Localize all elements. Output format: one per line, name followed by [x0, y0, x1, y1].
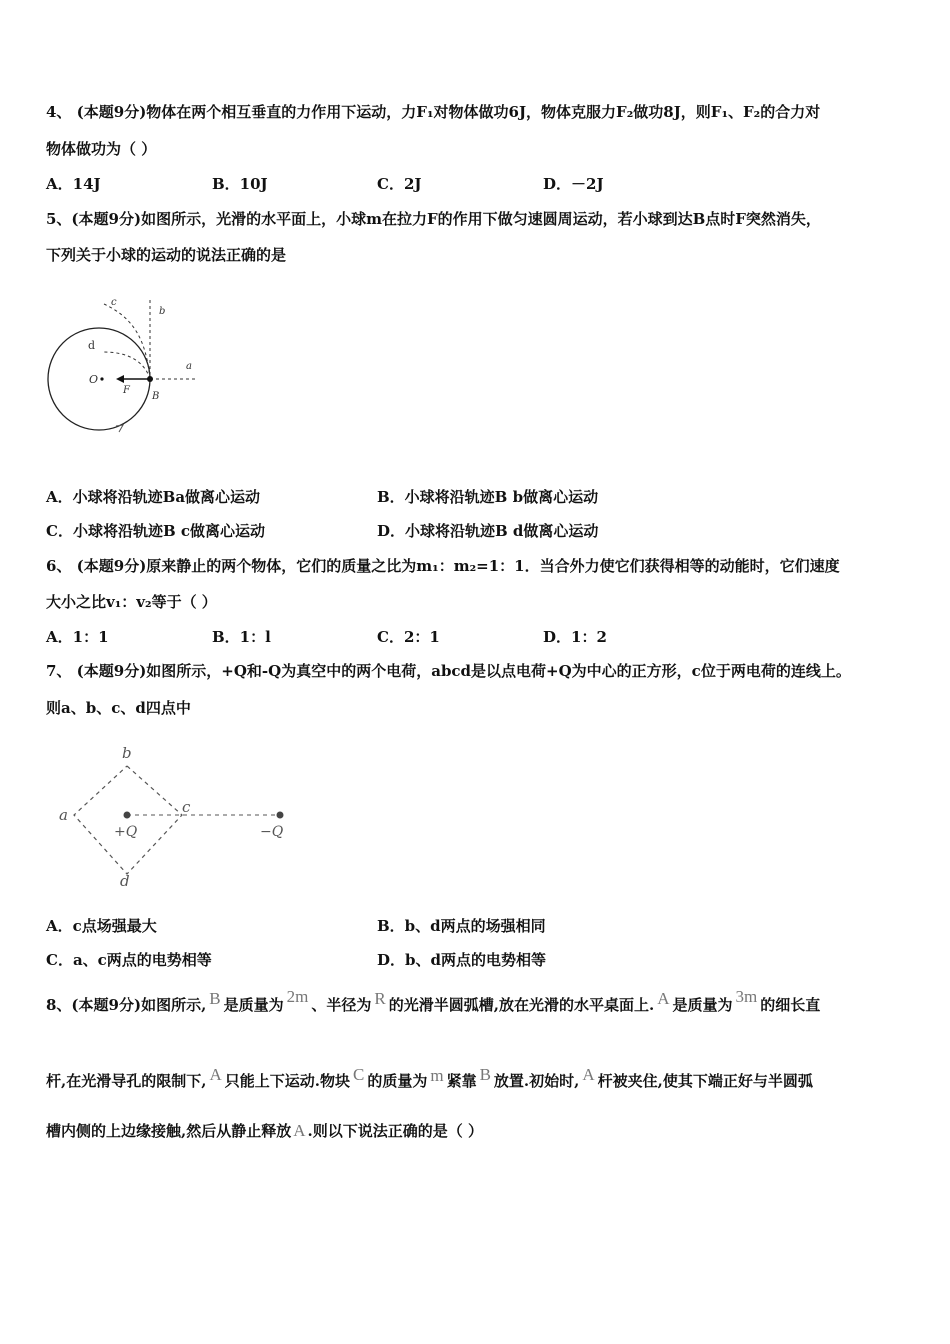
label-o: O — [89, 373, 99, 386]
ball-at-b — [147, 376, 153, 382]
label-minus-q: −Q — [260, 824, 284, 840]
positive-charge — [124, 812, 131, 819]
q8-text-line2: 杆,在光滑导孔的限制下, A 只能上下运动.物块 C 的质量为 m 紧靠 B 放置.初始时, A 杆被夹住,使其下端正好与半圆弧 — [46, 1065, 813, 1090]
q7-option-c: C．a、c两点的电势相等 — [46, 951, 212, 969]
q5-option-c: C．小球将沿轨迹B c做离心运动 — [46, 522, 265, 540]
label-d: d — [120, 872, 130, 890]
negative-charge — [277, 812, 284, 819]
square-abcd — [74, 766, 182, 874]
label-c: c — [182, 798, 191, 816]
label-a: a — [186, 361, 192, 372]
q5-option-d: D．小球将沿轨迹B d做离心运动 — [377, 522, 599, 540]
q4-option-a: A．14J — [46, 175, 101, 193]
q4-option-d: D．－2J — [543, 175, 604, 193]
q6-text-line1: 6、 (本题9分)原来静止的两个物体，它们的质量之比为m₁：m₂=1：1．当合外力使它们获得相等的动能时，它们速度 — [46, 557, 840, 575]
q4-option-c: C．2J — [377, 175, 422, 193]
center-point — [100, 377, 103, 380]
label-point-b: B — [152, 391, 160, 402]
q6-option-a: A．1：1 — [46, 628, 109, 646]
q5-option-b: B．小球将沿轨迹B b做离心运动 — [377, 488, 599, 506]
q5-circle-diagram — [46, 290, 206, 440]
label-b: b — [159, 306, 166, 317]
force-arrowhead — [116, 375, 124, 383]
q6-text-line2: 大小之比v₁：v₂等于（ ） — [46, 593, 217, 611]
q7-text-line1: 7、 (本题9分)如图所示，+Q和-Q为真空中的两个电荷，abcd是以点电荷+Q为中心的正方形，c位于两电荷的连线上。 — [46, 662, 851, 680]
q4-text-line1: 4、 (本题9分)物体在两个相互垂直的力作用下运动，力F₁对物体做功6J，物体克服力F₂做功8J，则F₁、F₂的合力对 — [46, 103, 821, 121]
q6-option-b: B．1：l — [212, 628, 271, 646]
label-b: b — [122, 744, 132, 762]
q4-text-line2: 物体做功为（ ） — [46, 140, 157, 158]
q7-option-b: B．b、d两点的场强相同 — [377, 917, 546, 935]
trajectory-c — [104, 304, 150, 379]
q7-option-a: A．c点场强最大 — [46, 917, 157, 935]
q7-text-line2: 则a、b、c、d四点中 — [46, 699, 191, 717]
trajectory-d — [104, 352, 150, 379]
q5-text-line1: 5、(本题9分)如图所示，光滑的水平面上，小球m在拉力F的作用下做匀速圆周运动，若小球到达B点时F突然消失， — [46, 210, 821, 228]
q5-option-a: A．小球将沿轨迹Ba做离心运动 — [46, 488, 261, 506]
label-a: a — [59, 806, 68, 824]
q8-text-line1: 8、(本题9分)如图所示, B 是质量为 2m 、半径为 R 的光滑半圆弧槽,放在光滑的水平桌面上. A 是质量为 3m 的细长直 — [46, 987, 821, 1014]
q7-charge-diagram — [52, 740, 302, 890]
label-c: c — [111, 297, 117, 308]
q5-text-line2: 下列关于小球的运动的说法正确的是 — [46, 246, 287, 264]
q6-option-d: D．1：2 — [543, 628, 607, 646]
q7-option-d: D．b、d两点的电势相等 — [377, 951, 546, 969]
q6-option-c: C．2：1 — [377, 628, 440, 646]
q4-option-b: B．10J — [212, 175, 268, 193]
label-f: F — [123, 385, 130, 396]
label-d: d — [88, 339, 96, 352]
q8-text-line3: 槽内侧的上边缘接触,然后从静止释放 A .则以下说法正确的是（ ） — [46, 1121, 483, 1140]
label-plus-q: +Q — [114, 824, 138, 840]
